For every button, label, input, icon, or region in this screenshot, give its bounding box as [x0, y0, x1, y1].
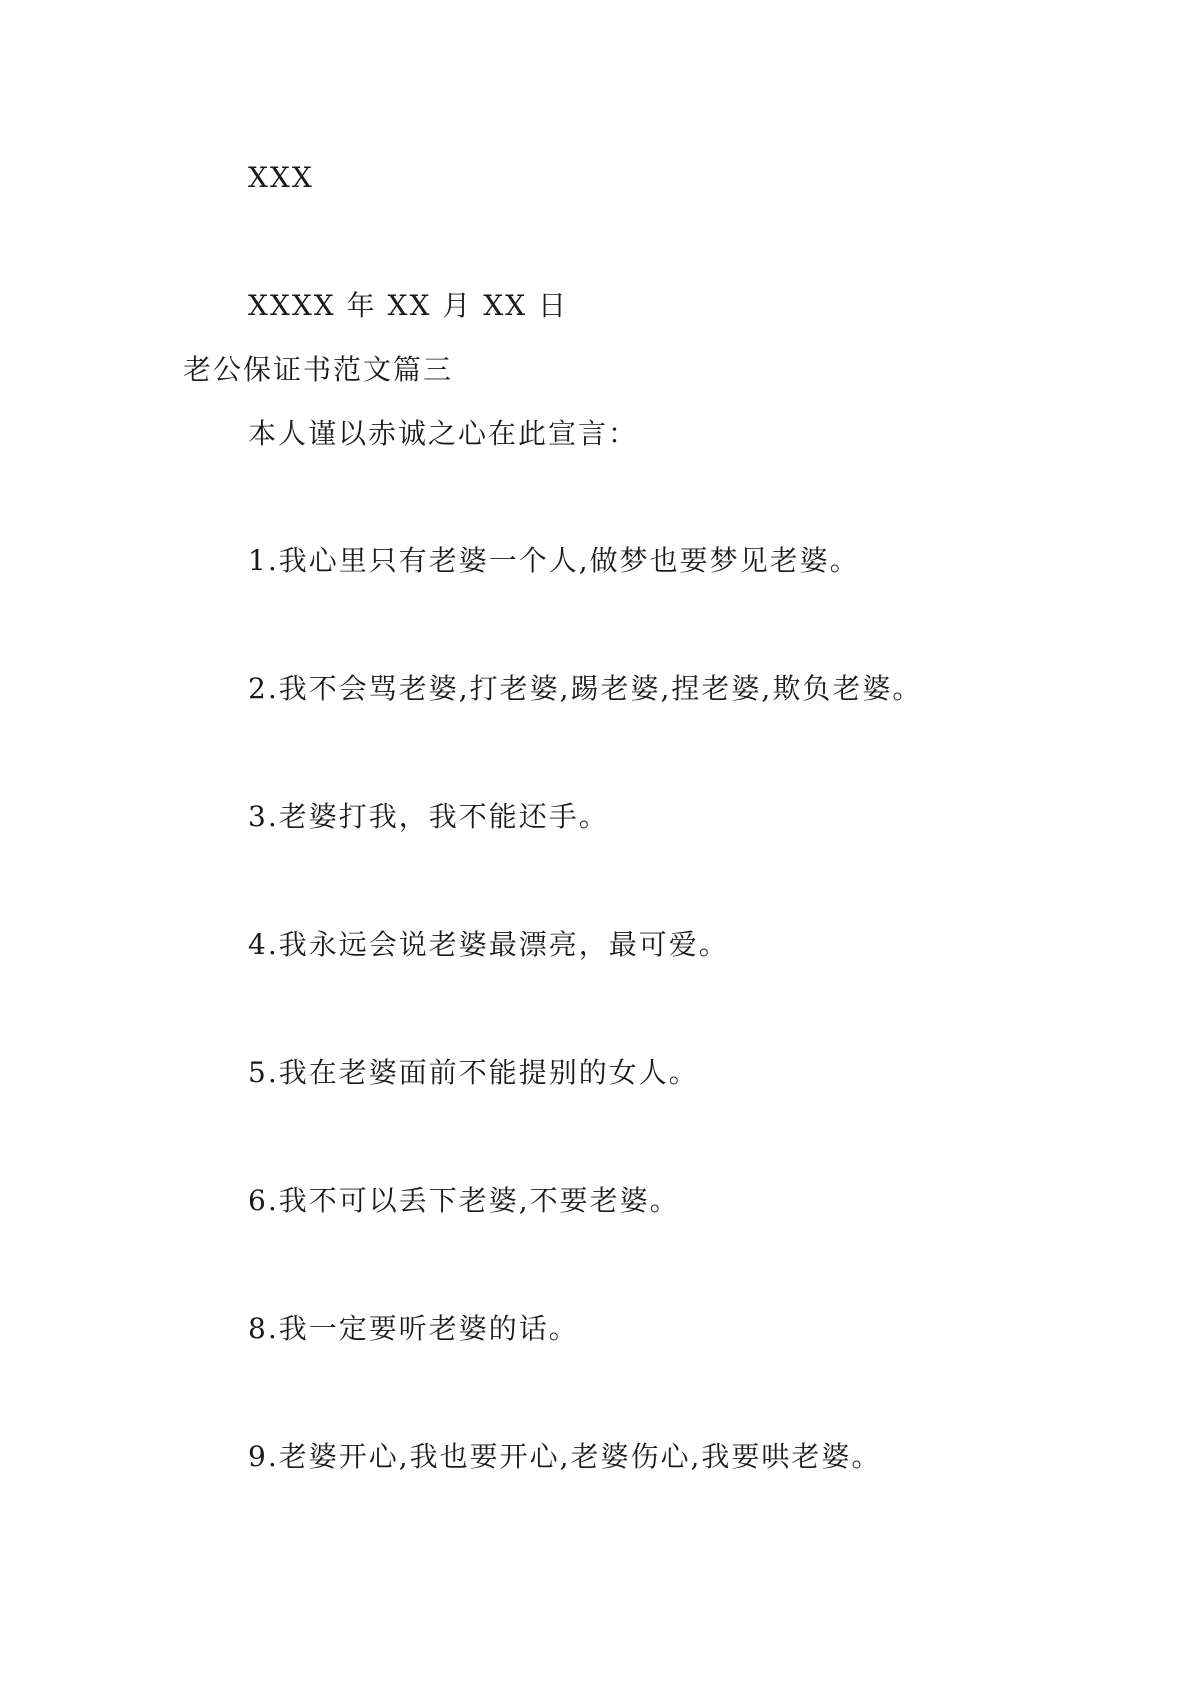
intro-paragraph: 本人谨以赤诚之心在此宣言：: [248, 417, 639, 450]
list-item: 9.老婆开心,我也要开心,老婆伤心,我要哄老婆。: [248, 1440, 882, 1473]
section-title: 老公保证书范文篇三: [183, 353, 454, 386]
list-item: 8.我一定要听老婆的话。: [248, 1312, 579, 1345]
list-item: 1.我心里只有老婆一个人,做梦也要梦见老婆。: [248, 544, 860, 577]
list-item: 4.我永远会说老婆最漂亮，最可爱。: [248, 928, 729, 961]
list-item: 5.我在老婆面前不能提别的女人。: [248, 1056, 699, 1089]
list-item: 6.我不可以丢下老婆,不要老婆。: [248, 1184, 680, 1217]
list-item: 2.我不会骂老婆,打老婆,踢老婆,捏老婆,欺负老婆。: [248, 672, 923, 705]
list-item: 3.老婆打我，我不能还手。: [248, 800, 609, 833]
signature-name: XXX: [248, 161, 314, 194]
signature-date: XXXX 年 XX 月 XX 日: [248, 289, 568, 322]
